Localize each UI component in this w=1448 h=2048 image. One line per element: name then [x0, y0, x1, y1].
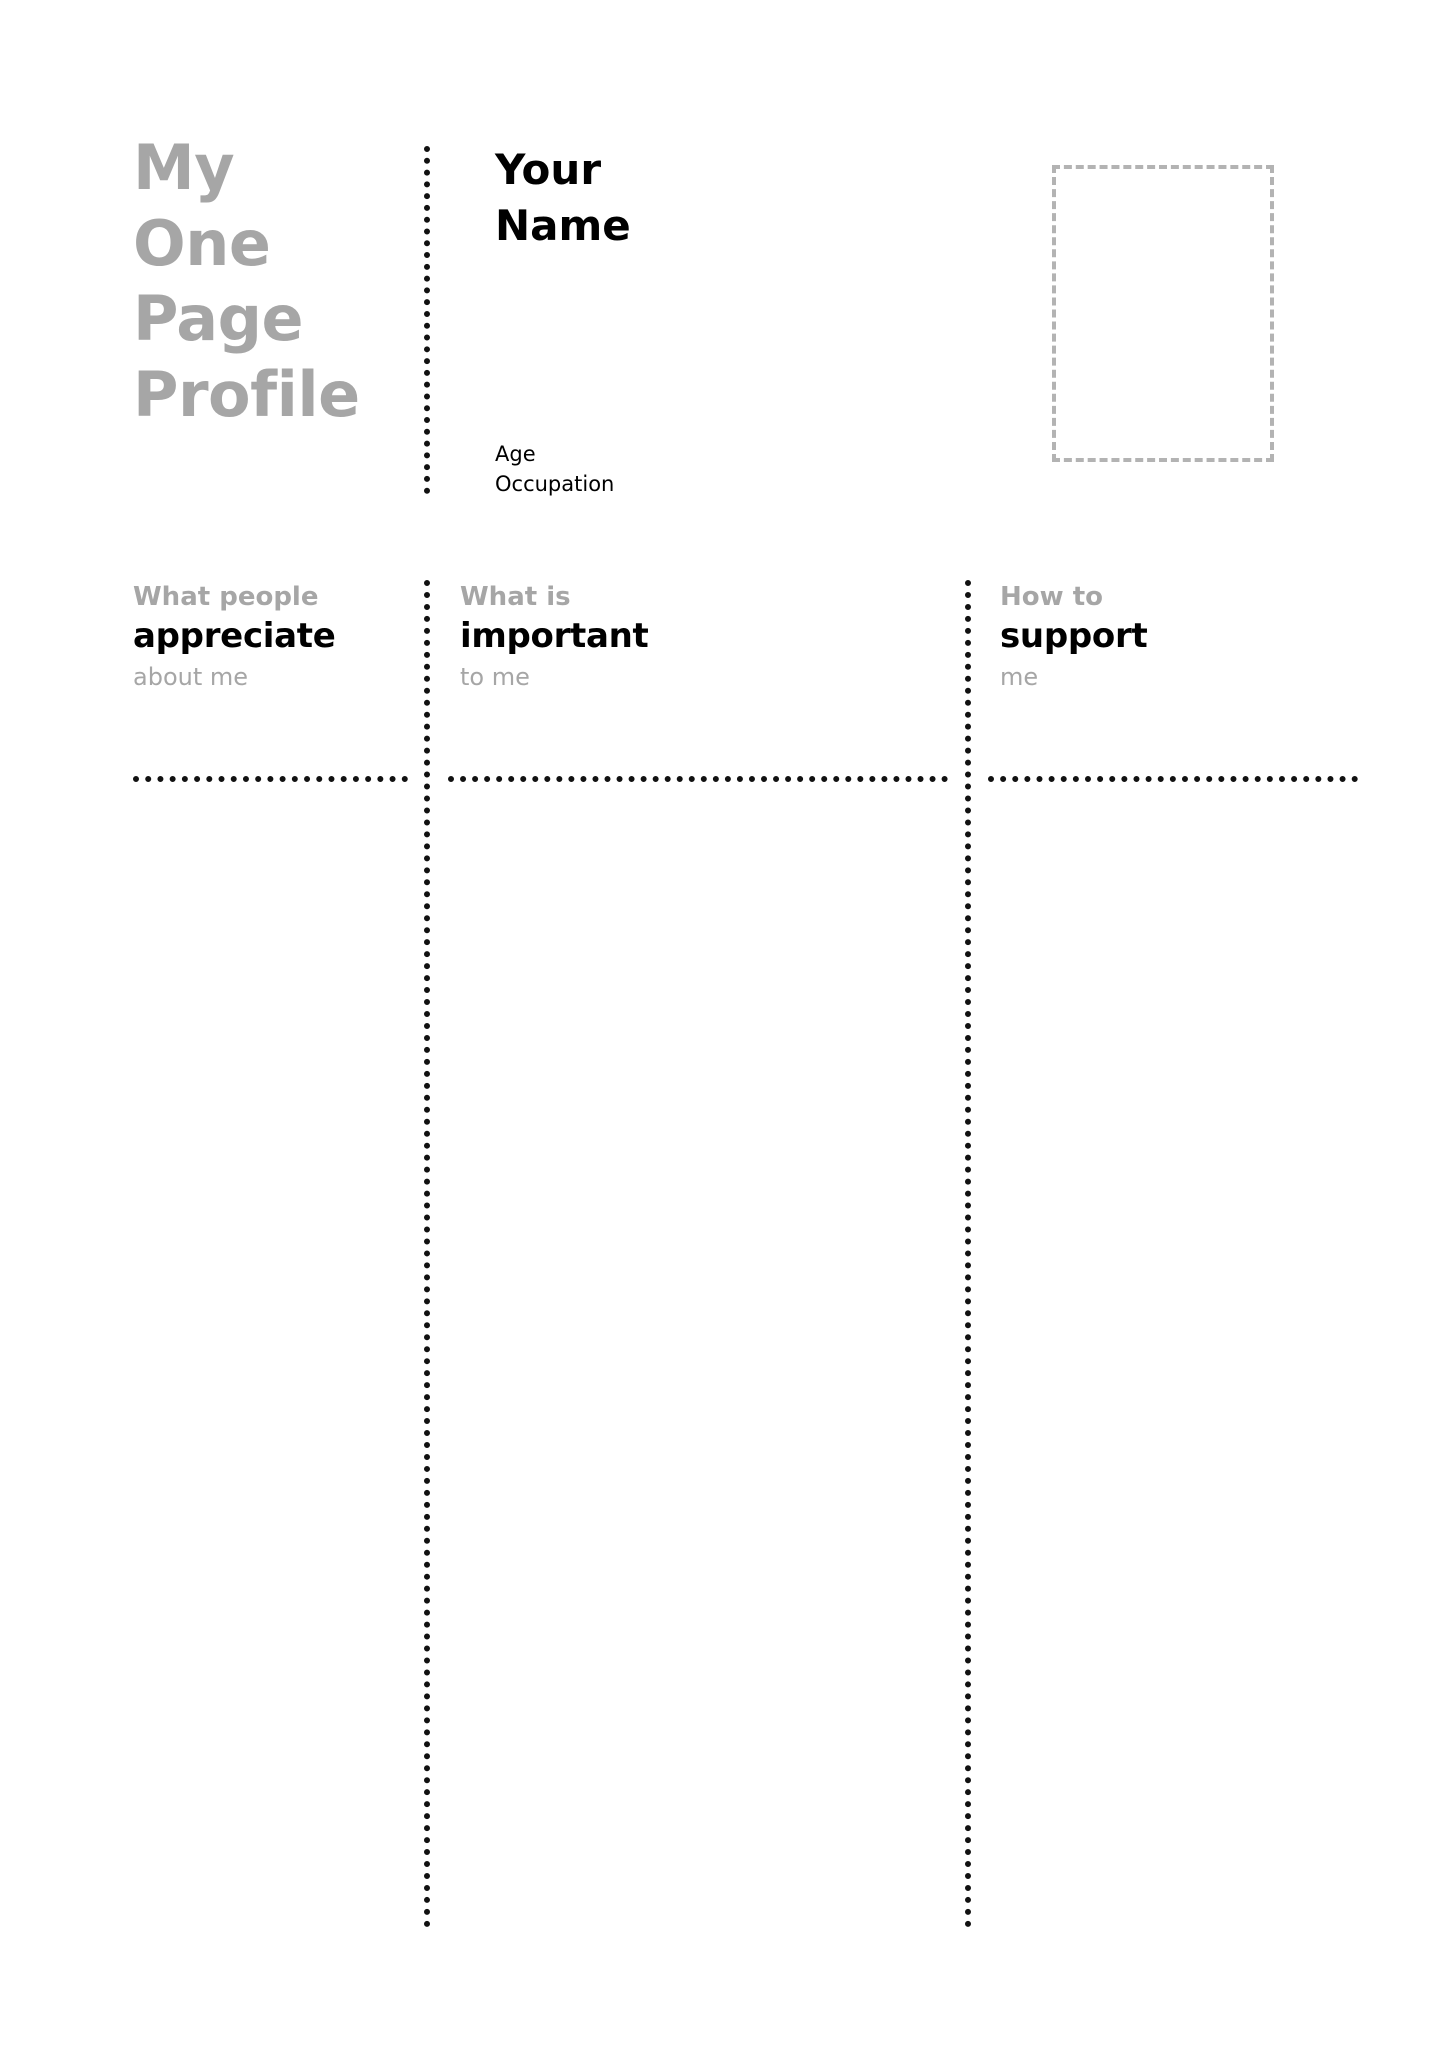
column-appreciate-head-sub: about me [133, 662, 249, 691]
column-appreciate-head-big: appreciate [133, 616, 336, 657]
name-field[interactable] [495, 142, 825, 254]
column-rule-1 [133, 776, 408, 782]
page-title-line-4: Profile [133, 357, 360, 431]
column-divider-1 [424, 580, 430, 1928]
column-important-head-small: What is [460, 582, 571, 612]
column-support-heading [1000, 580, 1360, 699]
header-vertical-divider [424, 146, 430, 494]
page-title-line-1: My [133, 131, 235, 204]
column-important-heading [460, 580, 950, 699]
column-important [460, 580, 950, 699]
column-rule-3 [988, 776, 1358, 782]
profile-columns [0, 580, 1448, 1930]
age-field[interactable]: Age [495, 442, 536, 466]
name-line-2: Name [495, 200, 631, 250]
meta-fields [495, 440, 825, 500]
column-appreciate-head-small: What people [133, 582, 319, 612]
occupation-field[interactable]: Occupation [495, 471, 615, 496]
column-support-head-small: How to [1000, 582, 1103, 612]
photo-placeholder-box[interactable] [1052, 165, 1274, 462]
page-title-line-2: One [133, 206, 271, 280]
column-support-head-sub: me [1000, 662, 1039, 691]
column-support-head-big: support [1000, 616, 1148, 657]
column-rule-2 [448, 776, 948, 782]
column-important-head-sub: to me [460, 662, 530, 691]
column-important-head-big: important [460, 616, 649, 657]
column-appreciate-heading [133, 580, 405, 699]
page-title [133, 130, 403, 433]
document-header [0, 0, 1448, 560]
column-support [1000, 580, 1360, 699]
name-line-1: Your [495, 145, 602, 194]
column-divider-2 [965, 580, 971, 1928]
page-title-line-3: Page [133, 282, 304, 356]
column-appreciate [133, 580, 405, 699]
